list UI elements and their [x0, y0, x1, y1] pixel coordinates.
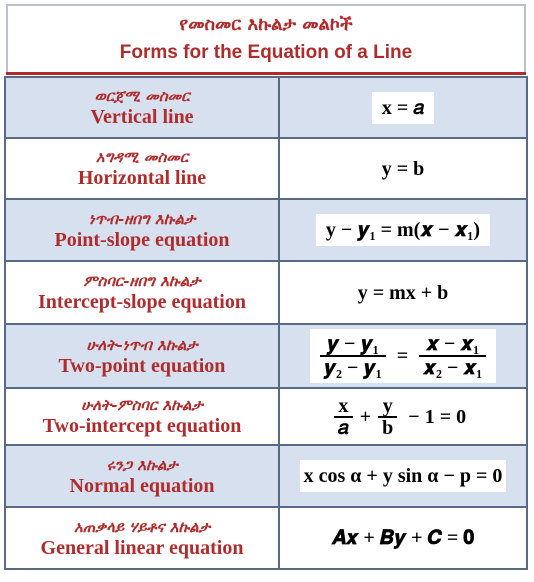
row-label-english: General linear equation	[40, 536, 244, 559]
row-label-amharic: ምስባር-ዘበግ እኩልታ	[83, 272, 201, 290]
equation	[310, 329, 496, 383]
fraction-right	[419, 333, 486, 379]
fraction-denominator: 𝒚₂ − 𝒚₁	[323, 357, 382, 379]
row-equation-cell	[279, 445, 527, 507]
row-label-cell	[5, 138, 279, 199]
row-label-amharic: ሩንጋ እኩልታ	[106, 455, 178, 474]
fraction-denominator: 𝑎	[337, 416, 349, 439]
equation: y − 𝒚₁ = m(𝒙 − 𝒙₁)	[316, 214, 490, 246]
fraction-y-over-b	[378, 396, 397, 438]
plus-sign: +	[359, 405, 372, 428]
row-equation-cell	[279, 388, 527, 445]
row-label-amharic: ወርጀሚ መስመር	[94, 87, 190, 105]
row-equation-cell	[279, 507, 527, 569]
table-row	[5, 261, 527, 324]
row-label-cell	[5, 388, 279, 445]
equation: x = 𝑎	[372, 92, 434, 124]
row-equation-cell	[279, 261, 527, 324]
row-label-english: Intercept-slope equation	[38, 291, 246, 313]
equation: x cos α + y sin α − p = 0	[300, 460, 507, 492]
equation-tail: − 1 = 0	[408, 405, 467, 428]
header-title-amharic: የመስመር እኩልታ መልኮች	[179, 14, 353, 35]
row-label-cell	[5, 445, 279, 507]
row-label-english: Two-point equation	[58, 354, 226, 377]
row-label-english: Normal equation	[69, 474, 215, 497]
table-row	[5, 77, 527, 138]
line-forms-table	[4, 76, 528, 570]
equation: y = mx + b	[348, 277, 459, 309]
equals-sign: =	[396, 345, 409, 367]
row-label-english: Two-intercept equation	[42, 415, 242, 437]
fraction-numerator: y	[378, 396, 397, 418]
table-header	[6, 4, 526, 72]
header-divider	[6, 72, 526, 75]
row-label-amharic: አጠቃላይ ሃይቶና እኩልታ	[73, 517, 211, 536]
equation: y = b	[372, 153, 435, 185]
row-label-amharic: አግዳሚ መስመር	[95, 148, 189, 166]
fraction-denominator: 𝒙₂ − 𝒙₁	[423, 357, 483, 379]
row-label-english: Point-slope equation	[54, 228, 230, 251]
table-row	[5, 445, 527, 507]
fraction-numerator: 𝒚 − 𝒚₁	[320, 333, 386, 357]
equation	[326, 395, 480, 439]
row-label-amharic: ሁለት-ነጥብ እኩልታ	[86, 335, 198, 354]
row-label-cell	[5, 261, 279, 324]
fraction-denominator: b	[382, 416, 394, 439]
row-equation-cell	[279, 324, 527, 388]
row-label-english: Horizontal line	[77, 167, 207, 189]
fraction-numerator: x	[334, 396, 353, 418]
table-row	[5, 388, 527, 445]
row-label-cell	[5, 507, 279, 569]
header-title-english: Forms for the Equation of a Line	[119, 42, 413, 63]
row-label-cell	[5, 324, 279, 388]
equation: 𝑨𝒙 + 𝑩𝒚 + 𝑪 = 𝟎	[322, 522, 485, 554]
table-row	[5, 138, 527, 199]
row-label-english: Vertical line	[90, 106, 194, 128]
row-label-amharic: ነጥብ-ዘበግ እኩልታ	[88, 209, 196, 228]
row-equation-cell	[279, 199, 527, 261]
row-label-cell	[5, 77, 279, 138]
table-row	[5, 199, 527, 261]
fraction-numerator: 𝒙 − 𝒙₁	[419, 333, 486, 357]
row-equation-cell	[279, 138, 527, 199]
table-row	[5, 324, 527, 388]
table-row	[5, 507, 527, 569]
row-label-cell	[5, 199, 279, 261]
fraction-x-over-a	[334, 396, 353, 438]
row-equation-cell	[279, 77, 527, 138]
fraction-left	[320, 333, 386, 379]
row-label-amharic: ሁለት-ምስባር እኩልታ	[81, 396, 203, 414]
